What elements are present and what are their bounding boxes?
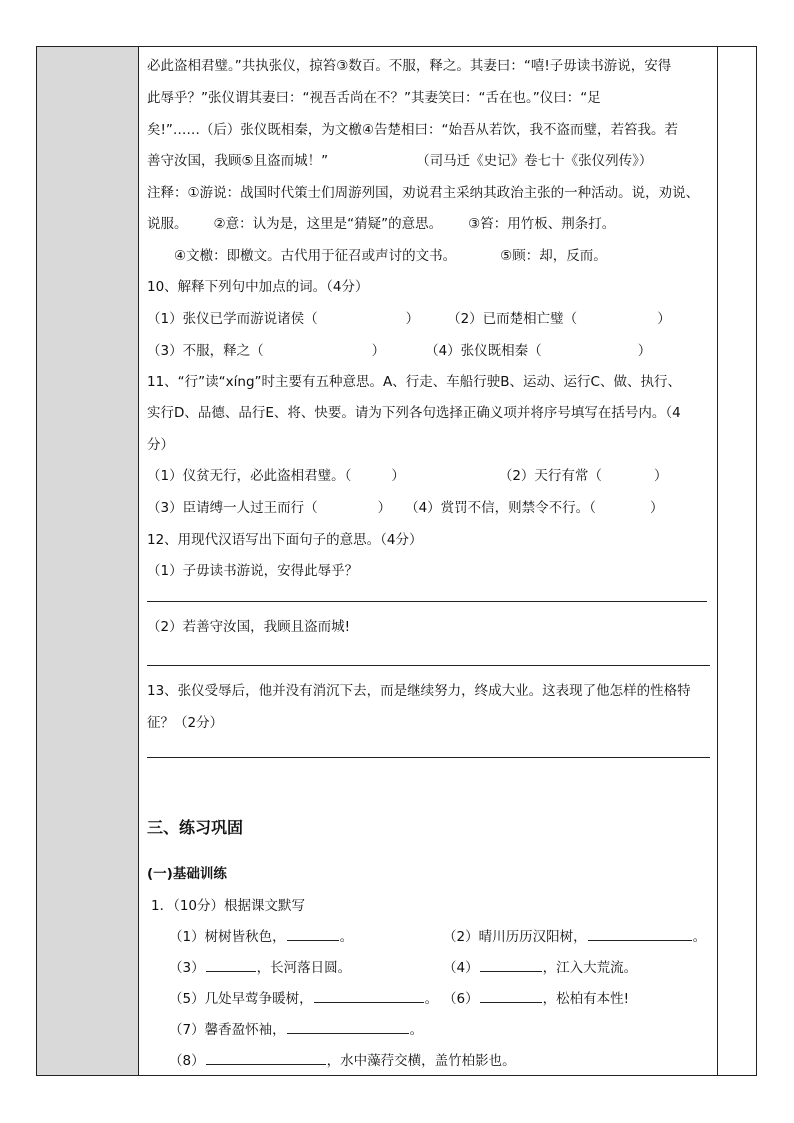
- question-11-stem: 11、“行”读“xíng”时主要有五种意思。A、行走、车船行驶B、运动、运行C、做、执行、: [147, 374, 681, 390]
- question-11-stem: 实行D、品德、品行E、将、快要。请为下列各句选择正确义项并将序号填写在括号内。（4: [147, 405, 681, 421]
- question-10-items: [147, 309, 671, 329]
- item-text: ）: [391, 468, 405, 484]
- content-cell: [147, 47, 722, 1075]
- question-13-stem: 征？（2分）: [147, 715, 224, 731]
- item-text: （7）馨香盈怀袖，: [169, 1022, 286, 1038]
- item-text: （3）: [169, 960, 205, 976]
- note-text: 说服。: [147, 216, 188, 232]
- passage-line: 矣!”……（后）张仪既相秦，为文檄④告楚相曰：“始吾从若饮，我不盗而璧，若笞我。若: [147, 122, 679, 138]
- item-text: （4）赏罚不信，则禁令不行。（: [405, 500, 596, 516]
- item-text: ，松柏有本性!: [542, 991, 630, 1007]
- recitation-item: [169, 1051, 516, 1071]
- answer-line[interactable]: [147, 601, 707, 602]
- recitation-item: [169, 927, 353, 947]
- note-text: ⑤顾：却，反而。: [500, 248, 607, 264]
- note-text: ④文檄：即檄文。古代用于征召或声讨的文书。: [174, 248, 457, 264]
- question-10-items: [147, 341, 651, 361]
- item-text: （1）仪贫无行，必此盗相君璧。（: [147, 468, 352, 484]
- passage-source: （司马迁《史记》卷七十《张仪列传》）: [416, 153, 653, 169]
- item-text: ，江入大荒流。: [542, 960, 638, 976]
- note-line: [174, 246, 607, 266]
- item-text: （4）张仪既相秦（: [425, 343, 542, 359]
- item-text: 。: [692, 929, 707, 945]
- recitation-item: [443, 958, 637, 978]
- answer-blank[interactable]: [206, 959, 256, 972]
- answer-blank[interactable]: [287, 1021, 409, 1034]
- item-text: ，长河落日圆。: [256, 960, 352, 976]
- item-text: （5）几处早莺争暖树，: [169, 991, 313, 1007]
- question-12-sentence: （2）若善守汝国，我顾且盗而城!: [147, 619, 351, 635]
- item-text: ）: [653, 468, 668, 484]
- section-subtitle: (一)基础训练: [147, 866, 227, 882]
- item-text: （3）臣请缚一人过王而行（: [147, 500, 318, 516]
- item-text: ，水中藻荇交横，盖竹柏影也。: [326, 1053, 516, 1069]
- question-13-stem: 13、张仪受辱后，他并没有消沉下去，而是继续努力，终成大业。这表现了他怎样的性格特: [147, 683, 691, 699]
- note-line: 注释：①游说：战国时代策士们周游列国，劝说君主采纳其政治主张的一种活动。说，劝说、: [147, 185, 700, 201]
- answer-blank[interactable]: [480, 990, 542, 1003]
- recitation-item: [169, 1020, 423, 1040]
- item-text: ）: [637, 343, 652, 359]
- recitation-item: [169, 989, 438, 1009]
- question-11-stem: 分）: [147, 437, 174, 453]
- passage-line: 此辱乎？”张仪谓其妻曰：“视吾舌尚在不？”其妻笑曰：“舌在也。”仪曰：“足: [147, 90, 601, 106]
- item-text: （4）: [443, 960, 479, 976]
- question-11-items: [147, 466, 667, 486]
- question-1-stem: 1．（10分）根据课文默写: [151, 898, 306, 914]
- section-title: 三、练习巩固: [147, 818, 244, 837]
- question-12-stem: 12、用现代汉语写出下面句子的意思。（4分）: [147, 532, 423, 548]
- item-text: ）: [649, 500, 664, 516]
- item-text: （2）已而楚相亡璧（: [447, 311, 578, 327]
- passage-line: 必此盗相君璧。”共执张仪，掠笞③数百。不服，释之。其妻曰：“嘻!子毋读书游说，安得: [147, 58, 672, 74]
- passage-line: [147, 151, 652, 171]
- answer-blank[interactable]: [287, 928, 339, 941]
- answer-blank[interactable]: [314, 990, 424, 1003]
- item-text: （1）张仪已学而游说诸侯（: [147, 311, 318, 327]
- item-text: 。: [424, 991, 439, 1007]
- item-text: （2）天行有常（: [498, 468, 602, 484]
- answer-blank[interactable]: [480, 959, 542, 972]
- answer-line[interactable]: [147, 665, 710, 666]
- item-text: （2）晴川历历汉阳树，: [443, 929, 587, 945]
- right-note-column: [717, 47, 756, 1075]
- question-10-stem: 10、解释下列句中加点的词。（4分）: [147, 279, 369, 295]
- item-text: （8）: [169, 1053, 205, 1069]
- note-text: ③笞：用竹板、荆条打。: [468, 216, 616, 232]
- answer-blank[interactable]: [588, 928, 692, 941]
- item-text: ）: [371, 343, 386, 359]
- note-line: [147, 214, 615, 234]
- item-text: 。: [409, 1022, 424, 1038]
- item-text: ）: [405, 311, 420, 327]
- item-text: ）: [377, 500, 392, 516]
- left-label-column: [37, 47, 139, 1075]
- worksheet-table: [36, 46, 757, 1076]
- recitation-item: [169, 958, 351, 978]
- item-text: （1）树树皆秋色，: [169, 929, 286, 945]
- note-text: ②意：认为是，这里是“猜疑”的意思。: [213, 216, 443, 232]
- passage-text: 善守汝国，我顾⑤且盗而城！”: [147, 153, 329, 169]
- recitation-item: [443, 927, 706, 947]
- answer-blank[interactable]: [206, 1052, 326, 1065]
- item-text: 。: [339, 929, 354, 945]
- answer-line[interactable]: [147, 757, 710, 758]
- item-text: ）: [657, 311, 671, 327]
- question-12-sentence: （1）子毋读书游说，安得此辱乎？: [147, 563, 359, 579]
- question-11-items: [147, 498, 663, 518]
- item-text: （3）不服，释之（: [147, 343, 264, 359]
- recitation-item: [443, 989, 629, 1009]
- item-text: （6）: [443, 991, 479, 1007]
